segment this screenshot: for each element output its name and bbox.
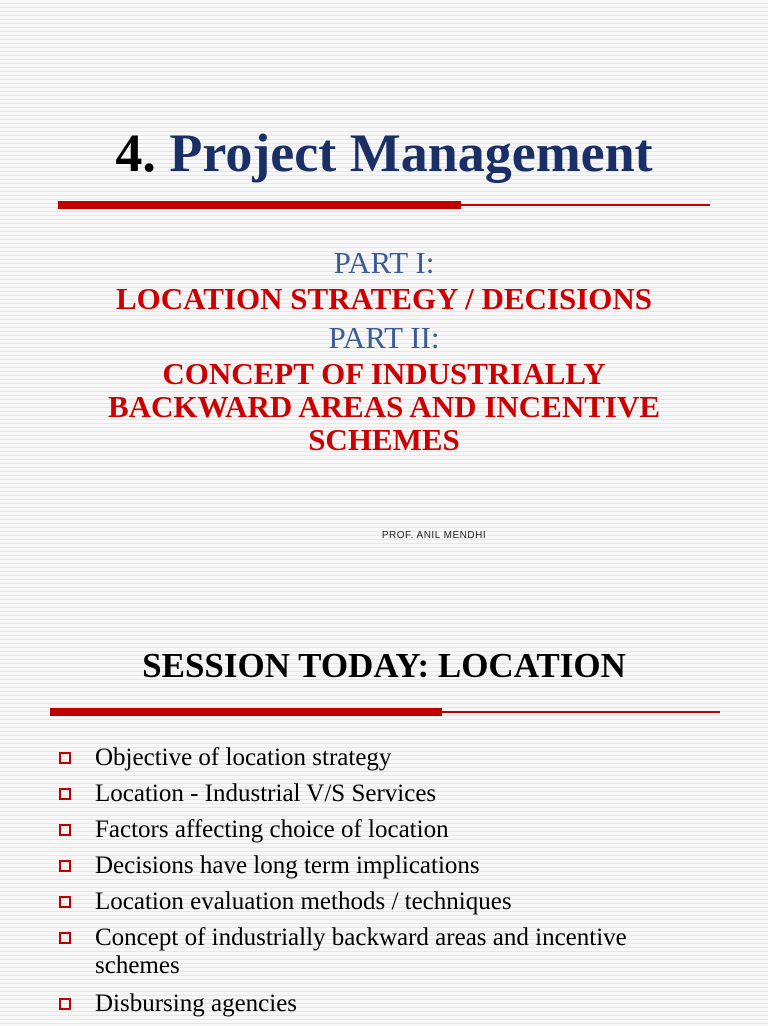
list-item-text: Objective of location strategy bbox=[95, 744, 392, 771]
subtitle-block bbox=[0, 244, 768, 460]
list-item bbox=[56, 924, 696, 980]
list-item-text: Decisions have long term implications bbox=[95, 852, 480, 879]
list-item bbox=[56, 990, 696, 1018]
part1-label: PART I: bbox=[333, 245, 435, 280]
slide-session bbox=[0, 610, 768, 1024]
list-item bbox=[56, 852, 696, 880]
hollow-square-icon bbox=[59, 896, 71, 908]
session-title: SESSION TODAY: LOCATION bbox=[142, 646, 626, 685]
title-divider bbox=[58, 204, 710, 206]
part2-label: PART II: bbox=[328, 320, 440, 355]
list-item bbox=[56, 780, 696, 808]
list-item-text: Location evaluation methods / techniques bbox=[95, 888, 512, 915]
session-bullet-list bbox=[56, 744, 696, 1026]
hollow-square-icon bbox=[59, 788, 71, 800]
list-item bbox=[56, 744, 696, 772]
list-item-text: Location - Industrial V/S Services bbox=[95, 780, 437, 807]
author-credit: PROF. ANIL MENDHI bbox=[381, 530, 487, 541]
hollow-square-icon bbox=[59, 752, 71, 764]
list-item bbox=[56, 888, 696, 916]
list-item bbox=[56, 816, 696, 844]
hollow-square-icon bbox=[59, 860, 71, 872]
list-item-text: Factors affecting choice of location bbox=[95, 816, 449, 843]
list-item-text: Disbursing agencies bbox=[95, 990, 298, 1017]
part1-text: LOCATION STRATEGY / DECISIONS bbox=[115, 281, 653, 316]
part2-text: CONCEPT OF INDUSTRIALLY BACKWARD AREAS AND INCENTIVE SCHEMES bbox=[107, 356, 661, 457]
slide-title-heading bbox=[0, 118, 768, 188]
title-text: Project Management bbox=[169, 123, 653, 183]
session-divider bbox=[50, 711, 720, 713]
hollow-square-icon bbox=[59, 824, 71, 836]
list-item-text: Concept of industrially backward areas and incentive schemes bbox=[95, 924, 627, 979]
hollow-square-icon bbox=[59, 998, 71, 1010]
title-number: 4. bbox=[115, 123, 156, 183]
hollow-square-icon bbox=[59, 932, 71, 944]
